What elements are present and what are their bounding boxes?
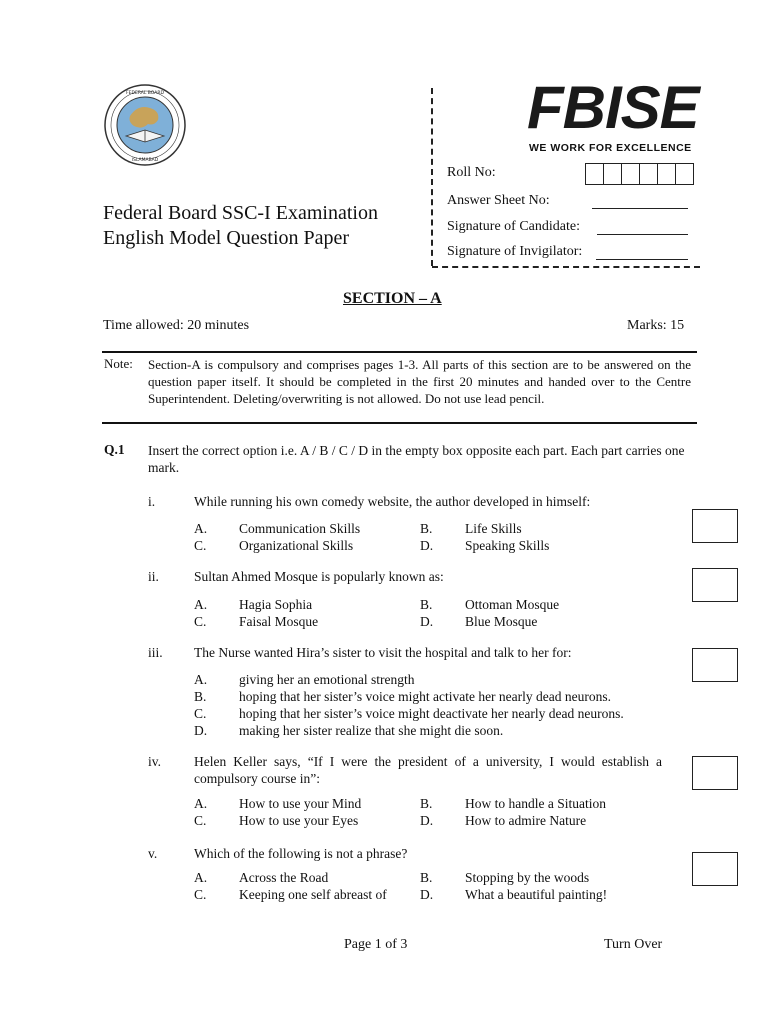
option-letter: C. [194,813,207,828]
invigilator-signature-field[interactable] [596,258,688,260]
question-number: Q.1 [104,442,125,457]
option-letter: C. [194,706,207,721]
part-question: The Nurse wanted Hira’s sister to visit the hospital and talk to her for: [194,645,572,660]
option-text: How to admire Nature [465,813,587,828]
option-text: How to use your Mind [239,796,362,811]
option-letter: B. [420,521,433,536]
option-letter: D. [420,538,434,553]
board-logo [104,84,186,166]
invigilator-signature-label: Signature of Invigilator: [447,244,583,259]
part-number: i. [148,494,156,509]
option-text: Stopping by the woods [465,870,590,885]
option-text: Hagia Sophia [239,597,313,612]
option-letter: D. [420,813,434,828]
part-question: While running his own comedy website, the author developed in himself: [194,494,591,509]
dashed-divider-vertical [431,88,433,266]
answer-sheet-field[interactable] [592,207,688,209]
roll-number-label: Roll No: [447,165,496,180]
option-text: hoping that her sister’s voice might activate her nearly dead neurons. [239,689,612,704]
turn-over-label: Turn Over [604,937,663,952]
option-text: How to use your Eyes [239,813,359,828]
roll-digit-box[interactable] [585,163,604,185]
option-text: Across the Road [239,870,329,885]
option-letter: A. [194,521,208,536]
answer-box[interactable] [692,756,738,790]
part-number: iv. [148,754,161,769]
option-text: Keeping one self abreast of [239,887,387,902]
option-letter: B. [420,870,433,885]
logo-text-top: FEDERAL BOARD [126,91,164,96]
roll-digit-box[interactable] [657,163,676,185]
brand-logo-text: FBISE [527,74,699,141]
candidate-signature-label: Signature of Candidate: [447,219,580,234]
option-letter: B. [420,597,433,612]
option-letter: C. [194,887,207,902]
option-letter: A. [194,597,208,612]
roll-number-boxes[interactable] [585,163,693,185]
option-letter: B. [194,689,207,704]
brand-tagline: WE WORK FOR EXCELLENCE [529,142,692,154]
option-text: hoping that her sister’s voice might deactivate her nearly dead neurons. [239,706,624,721]
note-rule-top [102,351,697,353]
option-letter: D. [420,614,434,629]
part-number: v. [148,846,158,861]
roll-digit-box[interactable] [621,163,640,185]
option-letter: C. [194,614,207,629]
note-text: Section-A is compulsory and comprises pages 1-3. All parts of this section are to be answered on the question paper itself. It should be completed in the first 20 minutes and handed over to the Centre Superintendent. Deleting/overwriting is not allowed. Do not use lead pencil. [148,357,691,406]
question-instruction: Insert the correct option i.e. A / B / C / D in the empty box opposite each part. Each part carries one mark. [148,443,685,475]
option-text: Life Skills [465,521,522,536]
part-number: ii. [148,569,159,584]
option-text: giving her an emotional strength [239,672,415,687]
option-letter: D. [194,723,208,738]
option-text: Faisal Mosque [239,614,319,629]
option-letter: C. [194,538,207,553]
option-text: Ottoman Mosque [465,597,560,612]
roll-digit-box[interactable] [675,163,694,185]
answer-box[interactable] [692,852,738,886]
part-question: Which of the following is not a phrase? [194,846,408,861]
exam-title: Federal Board SSC-I Examination [103,202,378,224]
option-text: What a beautiful painting! [465,887,608,902]
total-marks: Marks: 15 [627,318,685,333]
paper-title: English Model Question Paper [103,227,350,249]
answer-sheet-label: Answer Sheet No: [447,193,550,208]
option-text: How to handle a Situation [465,796,606,811]
part-question: Helen Keller says, “If I were the president of a university, I would establish a compulsory course in”: [194,754,662,786]
answer-box[interactable] [692,648,738,682]
option-letter: B. [420,796,433,811]
answer-box[interactable] [692,568,738,602]
section-title: SECTION – A [343,290,442,307]
time-allowed: Time allowed: 20 minutes [103,318,250,333]
note-label: Note: [104,356,133,371]
logo-text-bottom: ISLAMABAD [131,158,159,163]
note-rule-bottom [102,422,697,424]
option-text: Speaking Skills [465,538,550,553]
roll-digit-box[interactable] [603,163,622,185]
option-text: Communication Skills [239,521,361,536]
option-text: making her sister realize that she might die soon. [239,723,504,738]
option-text: Organizational Skills [239,538,354,553]
part-number: iii. [148,645,163,660]
roll-digit-box[interactable] [639,163,658,185]
answer-box[interactable] [692,509,738,543]
page-number: Page 1 of 3 [344,937,408,952]
option-letter: D. [420,887,434,902]
option-letter: A. [194,672,208,687]
option-letter: A. [194,796,208,811]
dashed-divider-horizontal [432,266,700,268]
option-text: Blue Mosque [465,614,538,629]
candidate-signature-field[interactable] [597,233,688,235]
part-question: Sultan Ahmed Mosque is popularly known as: [194,569,444,584]
option-letter: A. [194,870,208,885]
